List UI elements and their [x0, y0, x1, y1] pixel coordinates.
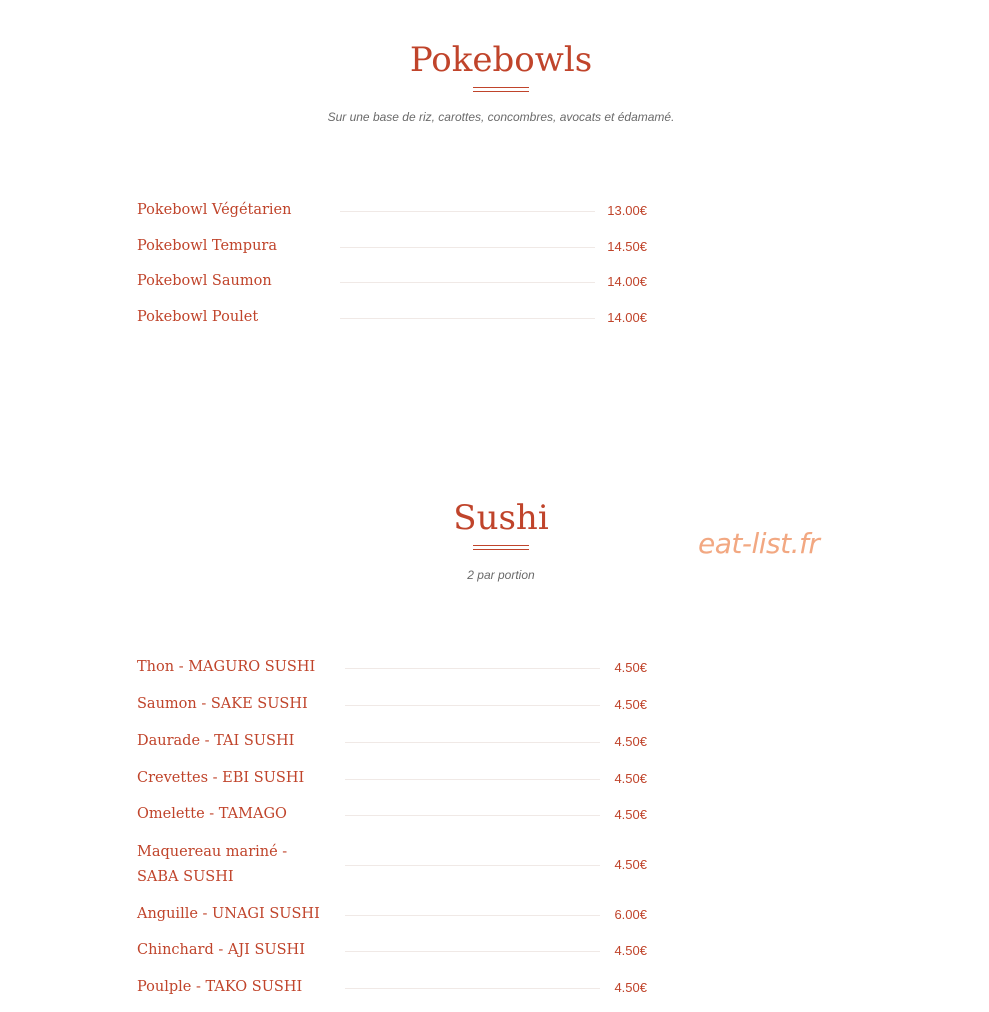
sushi-subtitle: 2 par portion [467, 568, 535, 582]
pokebowls-title: Pokebowls [409, 40, 593, 80]
menu-item-pokebowl-poulet[interactable] [137, 305, 647, 330]
item-leader-line [340, 282, 595, 283]
item-name: Poulple - TAKO SUSHI [137, 979, 303, 995]
item-price: 4.50€ [614, 943, 647, 958]
item-leader-line [345, 779, 600, 780]
menu-item-maguro-sushi[interactable] [137, 655, 647, 680]
menu-item-tamago[interactable] [137, 802, 647, 827]
item-leader-line [345, 815, 600, 816]
item-price: 4.50€ [614, 660, 647, 675]
menu-item-pokebowl-tempura[interactable] [137, 234, 647, 259]
item-leader-line [340, 318, 595, 319]
menu-item-tako-sushi[interactable] [137, 975, 647, 1000]
item-name: Crevettes - EBI SUSHI [137, 770, 305, 786]
item-leader-line [345, 742, 600, 743]
item-leader-line [345, 915, 600, 916]
item-price: 4.50€ [614, 697, 647, 712]
item-price: 4.50€ [614, 857, 647, 872]
item-leader-line [340, 247, 595, 248]
item-name: Maquereau mariné - SABA SUSHI [137, 844, 288, 885]
item-name: Saumon - SAKE SUSHI [137, 696, 308, 712]
sushi-title-divider [473, 545, 529, 550]
menu-item-unagi-sushi[interactable] [137, 902, 647, 927]
item-name: Pokebowl Végétarien [137, 202, 292, 218]
item-name: Omelette - TAMAGO [137, 806, 287, 822]
item-price: 14.00€ [607, 274, 647, 289]
item-price: 4.50€ [614, 734, 647, 749]
menu-item-pokebowl-vegetarien[interactable] [137, 198, 647, 223]
item-price: 4.50€ [614, 771, 647, 786]
item-name: Pokebowl Poulet [137, 309, 259, 325]
item-name: Thon - MAGURO SUSHI [137, 659, 316, 675]
item-price: 4.50€ [614, 980, 647, 995]
item-name: Chinchard - AJI SUSHI [137, 942, 305, 958]
item-price: 6.00€ [614, 907, 647, 922]
item-price: 13.00€ [607, 203, 647, 218]
menu-item-tai-sushi[interactable] [137, 729, 647, 754]
item-leader-line [345, 988, 600, 989]
item-price: 14.50€ [607, 239, 647, 254]
watermark-text: eat-list.fr [698, 527, 820, 560]
item-name: Pokebowl Tempura [137, 238, 278, 254]
item-price: 14.00€ [607, 310, 647, 325]
item-leader-line [345, 668, 600, 669]
menu-item-ebi-sushi[interactable] [137, 766, 647, 791]
item-leader-line [345, 865, 600, 866]
item-price: 4.50€ [614, 807, 647, 822]
sushi-title: Sushi [453, 498, 549, 538]
item-leader-line [345, 705, 600, 706]
pokebowls-subtitle: Sur une base de riz, carottes, concombres, avocats et édamamé. [327, 110, 675, 124]
item-name: Pokebowl Saumon [137, 273, 272, 289]
menu-item-saba-sushi[interactable] [137, 840, 647, 890]
menu-item-sake-sushi[interactable] [137, 692, 647, 717]
item-name: Daurade - TAI SUSHI [137, 733, 295, 749]
menu-item-pokebowl-saumon[interactable] [137, 269, 647, 294]
menu-item-aji-sushi[interactable] [137, 938, 647, 963]
pokebowls-title-divider [473, 87, 529, 92]
item-leader-line [340, 211, 595, 212]
item-leader-line [345, 951, 600, 952]
item-name: Anguille - UNAGI SUSHI [137, 906, 320, 922]
